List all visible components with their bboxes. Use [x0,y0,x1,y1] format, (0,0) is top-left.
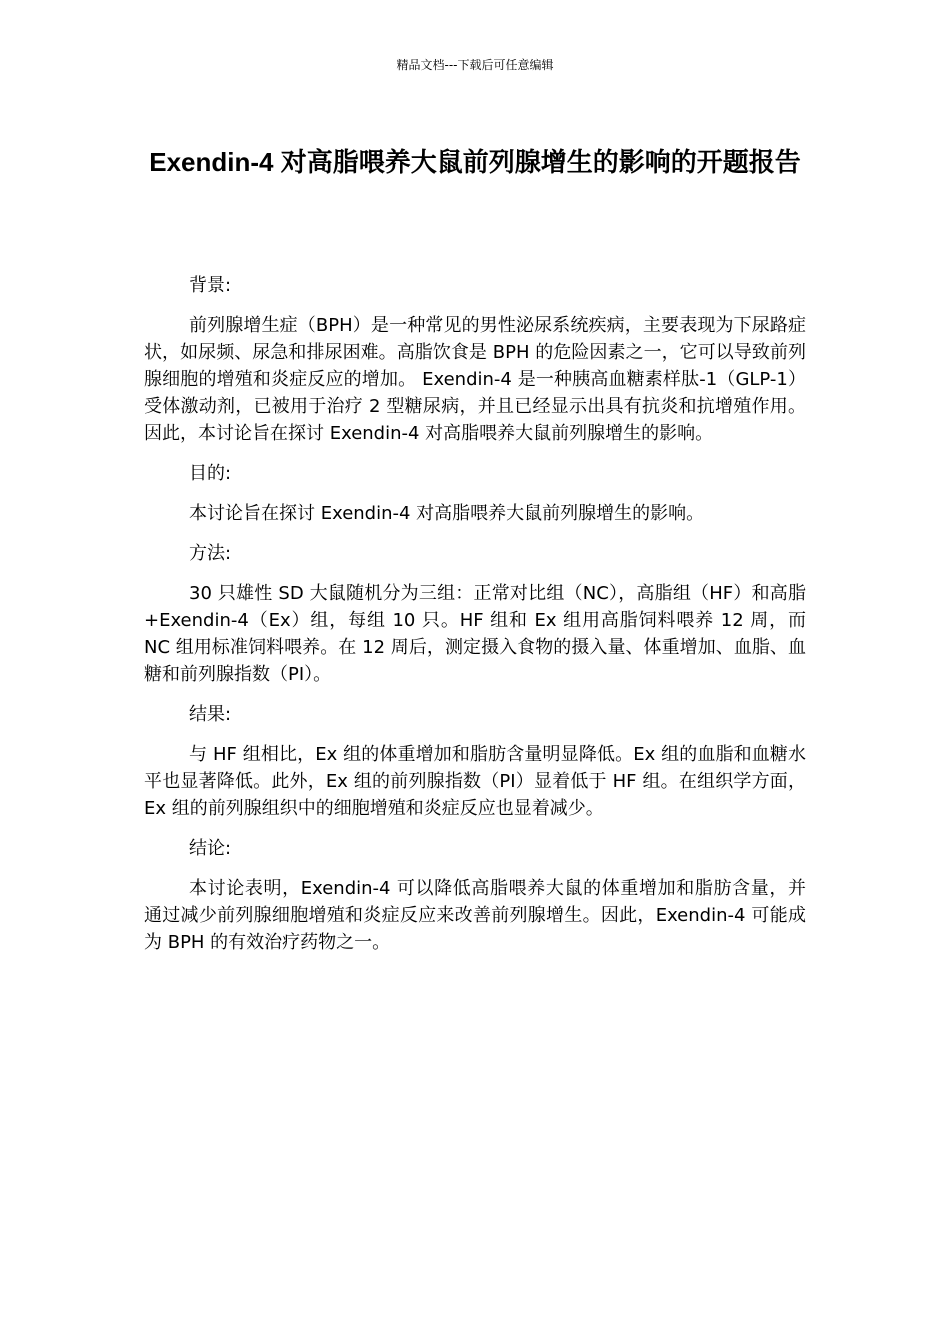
section-text-objective: 本讨论旨在探讨 Exendin-4 对高脂喂养大鼠前列腺增生的影响。 [189,503,705,524]
section-heading-conclusion: 结论: [189,838,232,859]
section-text-methods: 30 只雄性 SD 大鼠随机分为三组：正常对比组（NC），高脂组（HF）和高脂+Exendin-4（Ex）组，每组 10 只。HF 组和 Ex 组用高脂饲料喂养 12 周，而 NC 组用标准饲料喂养。在 12 周后，测定摄入食物的摄入量、体重增加、血脂、血糖和前列腺指数（PI）。 [144,583,806,685]
document-title: Exendin-4 对高脂喂养大鼠前列腺增生的影响的开题报告 [149,147,801,177]
section-heading-background: 背景: [189,275,232,296]
section-heading-results: 结果: [189,704,232,725]
document-body [144,272,806,969]
section-heading-objective: 目的: [189,463,232,484]
section-text-conclusion: 本讨论表明，Exendin-4 可以降低高脂喂养大鼠的体重增加和脂肪含量，并通过减少前列腺细胞增殖和炎症反应来改善前列腺增生。因此，Exendin-4 可能成为 BPH 的有效治疗药物之一。 [144,878,806,953]
section-text-results: 与 HF 组相比，Ex 组的体重增加和脂肪含量明显降低。Ex 组的血脂和血糖水平也显著降低。此外，Ex 组的前列腺指数（PI）显着低于 HF 组。在组织学方面，Ex 组的前列腺组织中的细胞增殖和炎症反应也显着减少。 [144,744,806,819]
section-heading-methods: 方法: [189,543,232,564]
section-text-background: 前列腺增生症（BPH）是一种常见的男性泌尿系统疾病，主要表现为下尿路症状，如尿频、尿急和排尿困难。高脂饮食是 BPH 的危险因素之一，它可以导致前列腺细胞的增殖和炎症反应的增加。 Exendin-4 是一种胰高血糖素样肽-1（GLP-1）受体激动剂，已被用于治疗 2 型糖尿病，并且已经显示出具有抗炎和抗增殖作用。因此，本讨论旨在探讨 Exendin-4 对高脂喂养大鼠前列腺增生的影响。 [144,315,806,444]
page-header: 精品文档---下载后可任意编辑 [396,58,554,72]
